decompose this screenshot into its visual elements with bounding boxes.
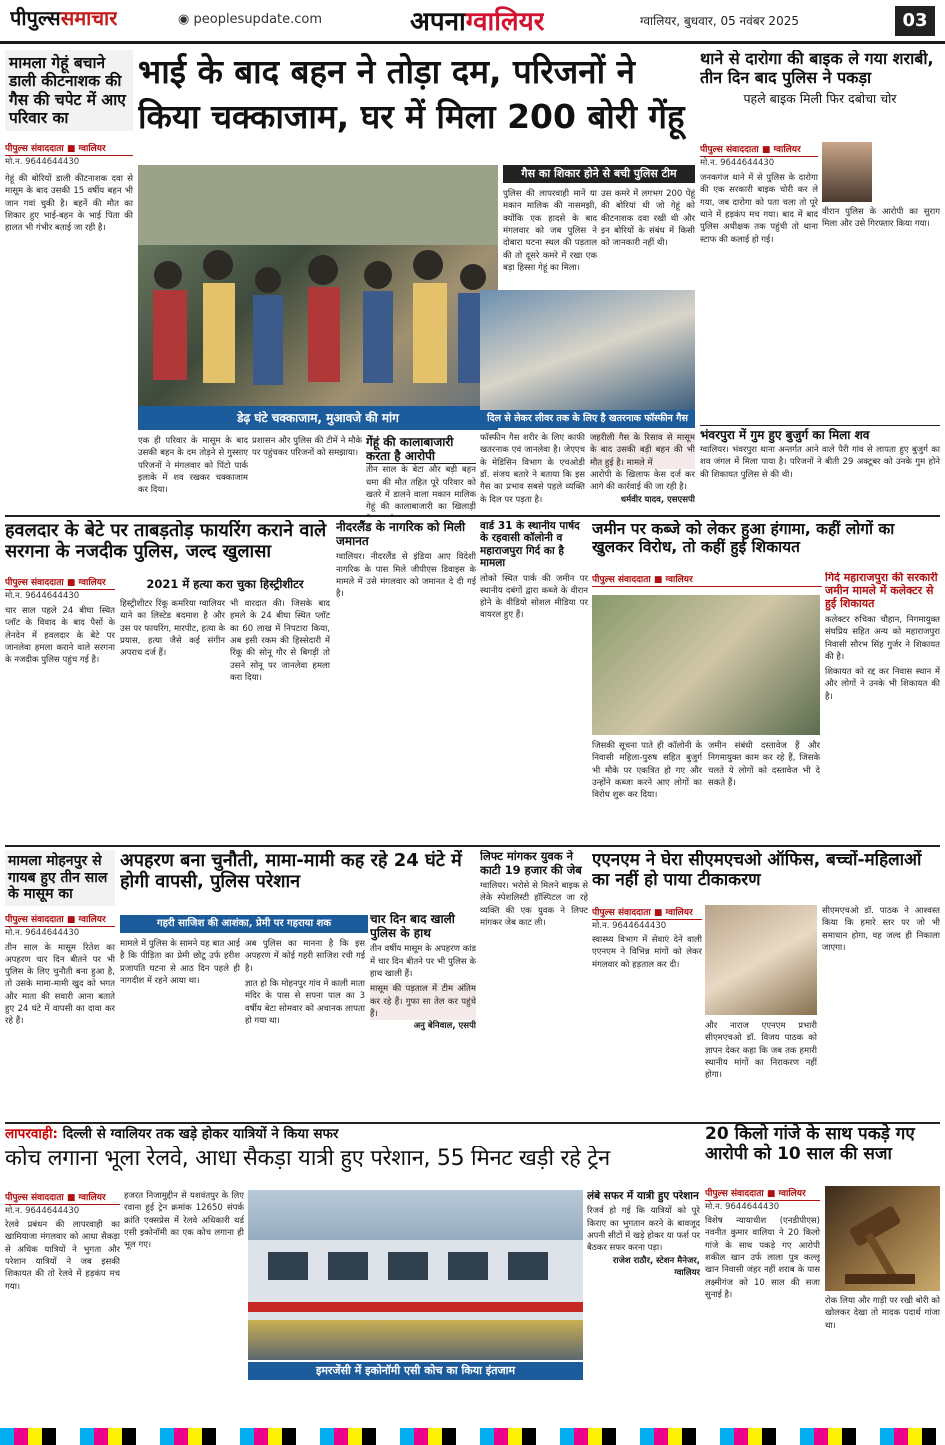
mid1-col-3 [230,598,330,838]
bottom-sub: लंबे सफर में यात्री हुए परेशान [587,1190,699,1202]
mid6-signoff: अनु बेनिवाल, एसपी [413,1021,476,1032]
right3-col-2 [825,1295,940,1425]
mid5-sub: गहरी साजिश की आशंका, प्रेमी पर गहराया शक [120,915,368,933]
mid8-body-3: और नाराज एएनएम प्रभारी सीएमएचओ डॉ. विजय पाठक को ज्ञापन देकर कहा कि जब तक हमारी स्थानीय मांगों का निराकरण नहीं होगा। [705,1021,817,1081]
right2-story [700,425,940,515]
bottom-headline: कोच लगाना भूला रेलवे, आधा सैकड़ा यात्री हुए परेशान, 55 मिनट खड़ी रहे ट्रेन [5,1146,610,1171]
lead-body-8: आरोपी के खिलाफ केस दर्ज कर आगे की कार्रवाई की जा रही है। [590,469,695,493]
mid4-body-2: जिसकी सूचना पाते ही कॉलोनी के निवासी महिला-पुरुष सहित बुजुर्ग भी मौके पर एकत्रित हो गए और उन्होंने कब्जा करने आए लोगों का विरोध शुरू कर दिया। [592,741,702,801]
mid8-col-1 [592,905,702,1115]
mid5-col-1 [120,938,240,1118]
masthead [0,0,945,44]
mid6-body: तीन वर्षीय मासूम के अपहरण कांड में चार दिन बीतने पर भी पुलिस के हाथ खाली हैं। [370,944,476,979]
hospital-photo [480,290,695,410]
right3-body: विशेष न्यायाधीश (एनडीपीएस) नवनीत कुमार वालिया ने 20 किलो गांजे के साथ पकड़े गए आरोपी शकील खान उर्फ लाला पुत्र कल्लू खान निवासी जंहर नहीं शराब के पास लक्ष्मीगंज को 10 साल की सजा सुनाई है। [705,1216,820,1300]
right2-headline: भंवरपुरा में गुम हुए बुजुर्ग का मिला शव [700,425,940,442]
lead-body-6: उस कमरे में लगभग 200 पेंहूं की बोरियां थी जो गेहूं को कीटनाशक दवा रखी थी और इन बोरियों के संबंध में किसी को जानकारी नहीं थी। [601,189,695,249]
mid6-headline: चार दिन बाद खाली पुलिस के हाथ [370,912,455,941]
train-photo [248,1190,583,1360]
mid4-byline: पीपुल्स संवाददाता ■ ग्वालियर [592,572,822,587]
right3-side: रोक लिया और गाड़ी पर रखी बोरी को खोलकर देखा तो मादक पदार्थ गांजा था। [825,1296,940,1331]
mid5-headline: अपहरण बना चुनौती, मामा-मामी कह रहे 24 घंटे में होगी वापसी, पुलिस परेशान [120,850,462,893]
mid8-body-2: सीएमएचओ डॉ. पाठक ने आश्वस्त किया कि हमारे स्तर पर जो भी समाधान होगा, वह जल्द ही निकाला जाएगा। [822,906,940,953]
page-number: 03 [895,6,935,36]
left2-mobile: मो.न. 9644644430 [5,927,80,938]
left1-mobile: मो.न. 9644644430 [5,157,80,168]
mid3-body: लोको स्थित पार्क की जमीन पर स्थानीय दबंगों द्वारा कब्जे के वीरान होने के वीडियो सोशल मीडिया पर वायरल हुए हैं। [480,573,588,621]
left2-headline: मामला मोहनपुर से गायब हुए तीन साल के मासूम का [5,850,115,906]
section-title: अपनाग्वालियर [410,7,545,37]
mid4-body-1: कलेक्टर रुचिका चौहान, निगमायुक्त संघप्रिय सहित अन्य को महाराजपुरा निवासी सौरभ सिंह गुर्जर ने शिकायत की है। [825,614,940,662]
accused-photo [822,142,872,202]
lead-body-2: एक ही परिवार के मासूम के बाद उसकी बहन के दम तोड़ने से गुस्साए परिजनों ने मंगलवार को पिंटो पार्क इलाके में शव रखकर चक्काजाम कर दिया। [138,436,248,496]
crowd-illustration [138,165,498,430]
gavel-icon [825,1186,940,1291]
lead-body-5: पुलिस की लापरवाही मानें या मकान मालिक की नासमझी, क्योंकि एक हादसे के बाद मंगलवार को जब पुलिस ने दोबारा घटना स्थल की पड़ताल की तो दूसरे कमरे में रखा एक बड़ा हिस्सा गेहूं का मिला। [503,189,597,273]
protest-photo-caption: डेढ़ घंटे चक्काजाम, मुआवजे की मांग [138,406,498,430]
divider [5,845,940,847]
mid1-col-2 [120,598,225,838]
gavel-photo [825,1186,940,1291]
mid1-body-3: भी वारदात की। जिसके बाद हमले के 24 बीघा स्थित प्लॉट का 60 लाख में निपटारा किया, अब इसी रकम की हिस्सेदारी में रिंकू की सोनू गौर से बिगड़ी तो उसने सोनू पर जानलेवा हमला करा दिया। [230,599,330,683]
land-protest-photo [592,595,820,735]
mid4-head [592,520,940,570]
mid7-headline: लिफ्ट मांगकर युवक ने काटी 19 हजार की जेब [480,850,582,877]
bottom-headline-box [5,1146,700,1188]
bottom-body-1: रेलवे प्रबंधन की लापरवाही का खामियाजा मंगलवार को आधा सैकड़ा से अधिक यात्रियों ने भुगता और परेशान यात्रियों ने जब इसकी शिकायत की तो रेलवे में हड़कंप मच गया। [5,1220,120,1292]
right1-byline: पीपुल्स संवाददाता ■ ग्वालियर [700,142,818,157]
mid5-body-1: मामले में पुलिस के सामने यह बात आई है कि पीड़िता का प्रेमी छोटू उर्फ हरीश प्रजापति घटना से आठ दिन पहले ही नागदीश में रहने आया था। [120,939,240,986]
mid1-sub: 2021 में हत्या करा चुका हिस्ट्रीशीटर [146,577,304,591]
mid8-col-2 [705,1020,817,1118]
mid5-body-3: ज्ञात हो कि मोहनपुर गांव में काली माता मंदिर के पास से सपना पाल का 3 वर्षीय बेटा सोमवार को अचानक लापता हो गया था। [245,978,365,1026]
lead-body-1: गेहूं की बोरियों डाली कीटनाशक दवा से मासूम के बाद उसकी 15 वर्षीय बहन भी जान गवां चुकी है। बहनें की मौत का शिकार हुए भाई-बहन के भाई पिता की हालत भी गंभीर बताई जा रही है। [5,174,133,234]
lead-inline-caption: जहरीली गैस के रिसाव से मासूम के बाद उसकी बड़ी बहन की भी मौत हुई है। मामले में [590,433,695,468]
lead-body-4: तीन साल के बेटा और बड़ी बहन धमा की मौत तहित पूरे परिवार को खतरे में डालने वाला मकान मालिक गेहूं की कालाबाजारी का खिलाड़ी [366,465,476,513]
mid5-body-2: अब पुलिस का मानना है कि इस अपहरण में कोई गहरी साजिश रची गई है। [245,939,365,974]
newspaper-logo: पीपुल्ससमाचार [10,6,118,30]
right1-sub: पहले बाइक मिली फिर दबोचा चोर [743,90,897,106]
divider [5,515,940,517]
bottom-body-3: रिजर्व हो गई कि यात्रियों को पूरे किराए का भुगतान करने के बावजूद अपनी सीटों में खड़े होकर या फर्श पर बैठकर सफर करना पड़ा। [587,1206,700,1254]
mid5-col-2 [245,938,365,1118]
website-url[interactable]: ◉ peoplesupdate.com [178,12,323,27]
lead-col-4 [480,432,585,510]
dateline: ग्वालियर, बुधवार, 05 नवंबर 2025 [640,14,799,28]
mid8-byline: पीपुल्स संवाददाता ■ ग्वालियर [592,905,702,920]
anm-protest-photo [705,905,817,1015]
lead-headline: भाई के बाद बहन ने तोड़ा दम, परिजनों ने किया चक्काजाम, घर में मिला 200 बोरी गेंहू [138,52,685,136]
mid4-col-2 [708,740,820,840]
mid8-body-1: स्वास्थ्य विभाग में सेवाएं देने वाली एएनएम ने विभिन्न मांगों को लेकर मंगलवार को हड़ताल कर दी। [592,935,702,970]
left2-body: तीन साल के मासूम रितेश का अपहरण चार दिन बीतने पर भी पुलिस के लिए चुनौती बना हुआ है, तो उसके मामा-मामी खुद को भगत और माता की सवारी आना बताते हुए 24 घंटे में वापसी का दावा कर रहे हैं। [5,942,115,1027]
protest-photo [138,165,498,430]
mid1-col-1 [5,575,115,837]
mid5-head [120,850,475,910]
bottom-col-3 [587,1190,700,1425]
right1-headline: थाने से दारोगा की बाइक ले गया शराबी, तीन दिन बाद पुलिस ने पकड़ा [700,50,934,87]
mid4-body-3: जमीन संबंधी दस्तावेज हैं और निगमायुक्त काम कर रहे हैं, जिसके चलते ये लोगों को दस्तावेज भी दे सकते हैं। [708,741,820,788]
lead-col-1 [138,435,248,515]
right1-mobile: मो.न. 9644644430 [700,158,775,168]
bottom-kicker: लापरवाही: [5,1126,58,1142]
right3-head [705,1124,940,1184]
mid4-col-3 [825,572,940,842]
lead-col-3 [366,435,476,515]
mid4-sub: गिर्द महाराजपुरा की सरकारी जमीन मामले में कलेक्टर से हुई शिकायत [825,572,938,610]
bottom-signoff: राजेश राठौर, स्टेशन मैनेजर, ग्वालियर [612,1255,700,1278]
color-registration-strip [0,1428,945,1445]
mid1-body-1: चार साल पहले 24 बीघा स्थित प्लॉट के विवाद के बाद पैसों के लेनदेन में हवलदार के बेटे पर जानलेवा हमला कराने वाले सरगना के नजदीक पुलिस पहुंच गई है। [5,606,115,666]
right1-side: वीरान पुलिस के आरोपी का सुराग मिला और उसे गिरफ्तार किया गया। [822,207,940,230]
left2-story [5,850,115,1120]
mid6-story [370,912,476,1118]
right3-byline: पीपुल्स संवाददाता ■ ग्वालियर [705,1186,820,1201]
mid3-headline: वार्ड 31 के स्थानीय पार्षद के रहवासी कॉलोनी व महाराजपुरा गिर्द का है मामला [480,520,580,570]
mid4-col-1 [592,740,702,840]
right1-body: जनकगंज थाने में से पुलिस के दारोगा की एक सरकारी बाइक चोरी कर ले गया, जब दारोगा को पता चला तो पूरे थाने में हड़कंप मच गया। बाद में बाद पुलिस अधीक्षक तक पहुंची तो थाना स्टाफ की कलाई हो गई। [700,173,818,245]
mid6-caption: मासूम की पड़ताल में टीम अंतिम कर रहे हैं। गुफा सा तेल कर पहुंचे हैं। [370,984,476,1019]
bottom-kicker-rest: दिल्ली से ग्वालियर तक खड़े होकर यात्रियों ने किया सफर [62,1126,339,1142]
bottom-col-2 [124,1190,244,1425]
mid1-mobile: मो.न. 9644644430 [5,591,80,601]
mid1-head [5,520,330,580]
mid2-headline: नीदरलैंड के नागरिक को मिली जमानत [336,520,466,549]
mid4-byline-box [592,572,822,592]
bottom-body-2: हजरत निजामुद्दीन से यशवंतपुर के लिए रवाना हुई ट्रेन क्रमांक 12650 संपर्क क्रांति एक्सप्रेस में रेलवे अधिकारी थर्ड एसी इकोनॉमी का एक कोच लगाना ही भूल गए। [124,1191,244,1251]
lead-col-5 [590,432,695,510]
mid4-body-4: शिकायत को रद्द कर निवास स्थान में और लोगों ने उनके भी शिकायत की है। [825,667,940,702]
train-illustration [248,1190,583,1360]
right3-col-1 [705,1186,820,1426]
mid1-headline: हवलदार के बेटे पर ताबड़तोड़ फायरिंग कराने वाले सरगना के नजदीक पुलिस, जल्द खुलासा [5,520,327,563]
bottom-col-1 [5,1190,120,1425]
lead-signoff: धर्मवीर यादव, एसएसपी [620,494,695,505]
mid1-body-2: हिस्ट्रीशीटर रिंकू कमरिया ग्वालियर थाने का लिस्टेड बदमाश है और उस पर फायरिंग, मारपीट, हत्या के प्रयास, हत्या जैसे कई संगीन अपराध दर्ज हैं। [120,599,225,659]
mid7-story [480,850,588,1120]
bottom-byline: पीपुल्स संवाददाता ■ ग्वालियर [5,1190,120,1205]
right2-body: ग्वालियर। भंवरपुरा थाना अन्तर्गत आने वाले पैरी गांव से लापता हुए बुजुर्ग का शव जंगल में मिला पाया है। परिजनों ने बीती 29 अक्टूबर को उनके गुम होने की शिकायत पुलिस से की थी। [700,445,940,480]
train-caption: इमरजेंसी में इकोनॉमी एसी कोच का किया इंतजाम [248,1362,583,1380]
mid1-byline: पीपुल्स संवाददाता ■ ग्वालियर [5,575,115,590]
mid4-headline: जमीन पर कब्जे को लेकर हुआ हंगामा, कहीं लोगों का खुलकर विरोध, तो कहीं हुई शिकायत [592,520,895,557]
mid2-story [336,520,476,850]
right1-head [700,50,940,140]
right3-headline: 20 किलो गांजे के साथ पकड़े गए आरोपी को 10 साल की सजा [705,1124,915,1165]
mid2-body: ग्वालियर। नीदरलैंड से इंडिया आए विदेशी नागरिक के पास मिले जीपीएस डिवाइस के मामले में उसे मंगलवार को जमानत दे दी गई है। [336,552,476,600]
mid8-col-3 [822,905,940,1118]
mid8-mobile: मो.न. 9644644430 [592,921,667,931]
left1-headline: मामला गेहूं बचाने डाली कीटनाशक की गैस की चपेट में आए परिवार का [5,50,133,131]
bottom-kicker-line [5,1124,700,1144]
lead-sub2: गेंहूं की कालाबाजारी करता है आरोपी [366,435,476,464]
left-story-1 [5,50,133,490]
right3-mobile: मो.न. 9644644430 [705,1202,780,1212]
lead-col-2 [252,435,362,515]
left2-byline: पीपुल्स संवाददाता ■ ग्वालियर [5,912,115,927]
lead-headline-box [138,50,694,160]
hospital-caption: दिल से लेकर लीवर तक के लिए है खतरनाक फॉस्फीन गैस [480,410,695,428]
mid3-story [480,520,588,835]
lead-body-7: फॉस्फीन गैस शरीर के लिए काफी खतरनाक एवं जानलेवा है। जेएएच के मेडिसिन विभाग के एचओडी डॉ. संजय बतारे ने बताया कि इस गैस का प्रभाव सबसे पहले व्यक्ति के दिल पर पड़ता है। [480,433,585,505]
lead-body-3: प्रशासन और पुलिस की टीमें ने मौके पर पहुंचकर परिजनों को समझाया। [252,436,362,459]
lead-sub1: गैस का शिकार होने से बची पुलिस टीम [503,165,695,183]
bottom-mobile: मो.न. 9644644430 [5,1206,80,1216]
mid8-head [592,850,940,905]
mid7-body: ग्वालियर। भरोसे से मिलने बाइक से लेके स्पेशलिस्टी हॉस्पिटल जा रहे व्यक्ति की एक युवक ने लिफ्ट मांगकर जेब काट ली। [480,881,588,929]
left1-byline: पीपुल्स संवाददाता ■ ग्वालियर [5,141,133,156]
mid8-headline: एएनएम ने घेरा सीएमएचओ ऑफिस, बच्चों-महिलाओं का नहीं हो पाया टीकाकरण [592,850,922,891]
